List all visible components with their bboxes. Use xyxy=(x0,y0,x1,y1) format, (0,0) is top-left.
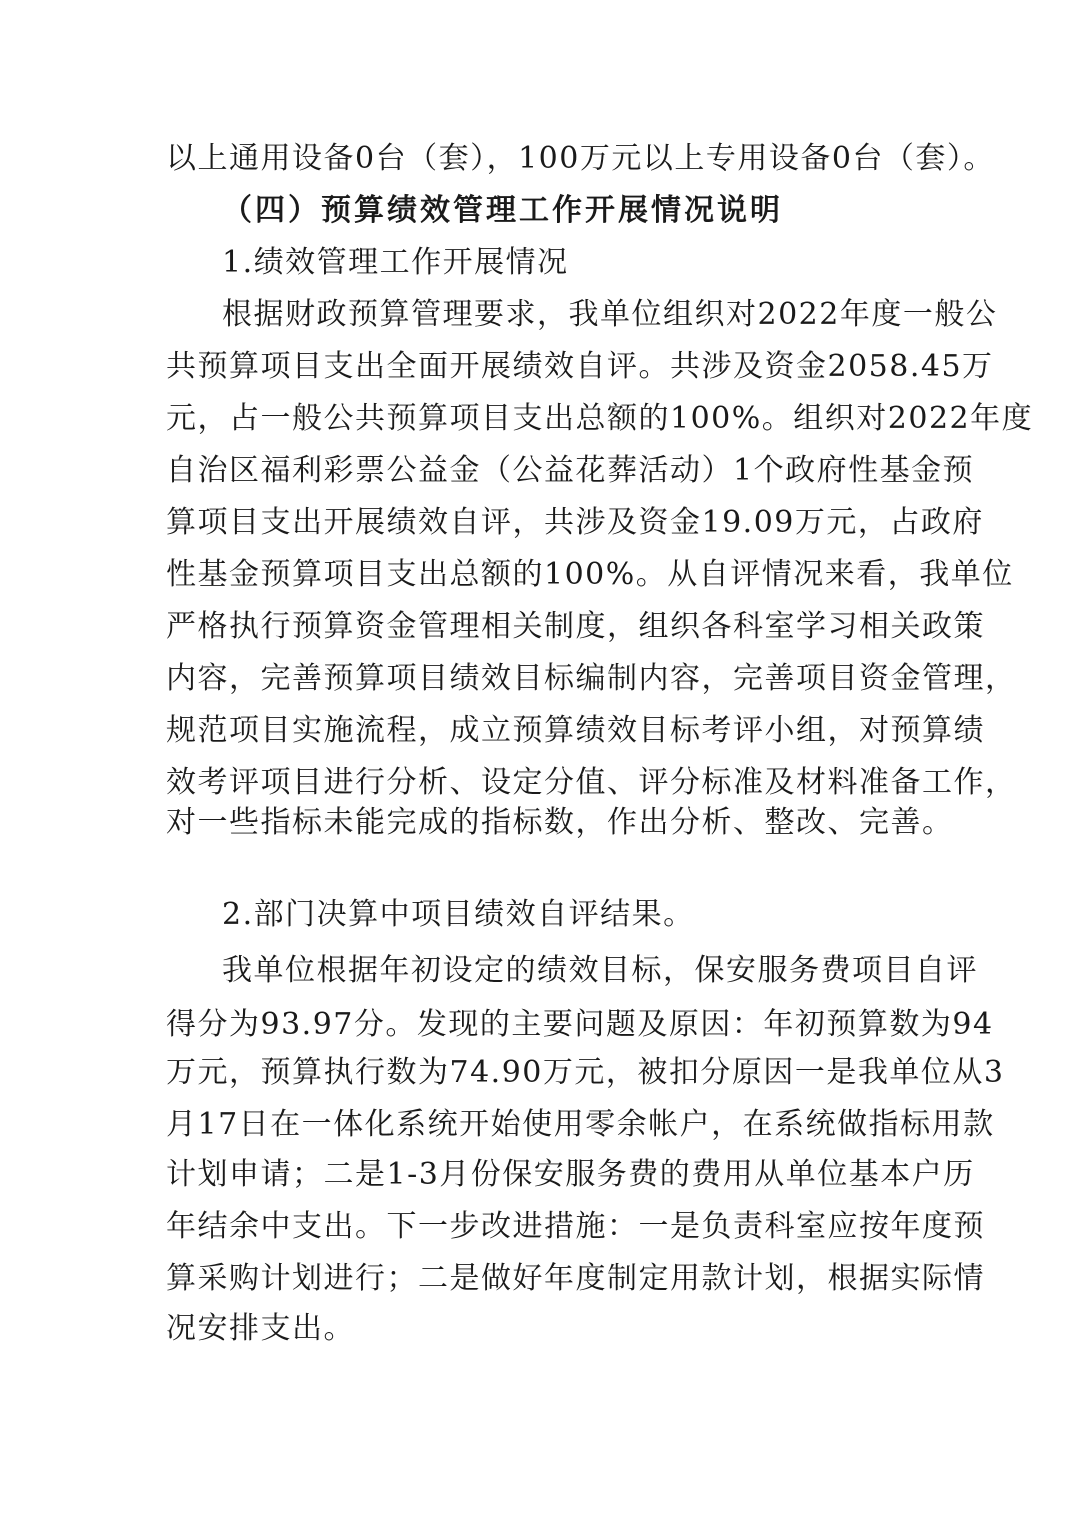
paragraph-line: 规范项目实施流程，成立预算绩效目标考评小组，对预算绩 xyxy=(166,713,985,748)
paragraph-line: 计划申请；二是1-3月份保安服务费的费用从单位基本户历 xyxy=(166,1157,975,1192)
paragraph-line: 月17日在一体化系统开始使用零余帐户，在系统做指标用款 xyxy=(166,1107,995,1142)
paragraph-line: 严格执行预算资金管理相关制度，组织各科室学习相关政策 xyxy=(166,609,985,644)
paragraph-line: 万元，预算执行数为74.90万元，被扣分原因一是我单位从3 xyxy=(166,1055,1005,1090)
paragraph-line: 共预算项目支出全面开展绩效自评。共涉及资金2058.45万 xyxy=(166,349,994,384)
paragraph-line: 年结余中支出。下一步改进措施：一是负责科室应按年度预 xyxy=(166,1209,985,1244)
paragraph-line: 我单位根据年初设定的绩效目标，保安服务费项目自评 xyxy=(222,953,978,988)
paragraph-line: 况安排支出。 xyxy=(166,1311,355,1346)
subsection-title: 2.部门决算中项目绩效自评结果。 xyxy=(222,897,695,932)
paragraph-line: 根据财政预算管理要求，我单位组织对2022年度一般公 xyxy=(222,297,998,332)
paragraph-line: 算项目支出开展绩效自评，共涉及资金19.09万元，占政府 xyxy=(166,505,984,540)
paragraph-line: 元，占一般公共预算项目支出总额的100%。组织对2022年度 xyxy=(166,401,1034,436)
paragraph-line: 自治区福利彩票公益金（公益花葬活动）1个政府性基金预 xyxy=(166,453,975,488)
paragraph-line: 算采购计划进行；二是做好年度制定用款计划，根据实际情 xyxy=(166,1261,985,1296)
subsection-title: 1.绩效管理工作开展情况 xyxy=(222,245,569,280)
paragraph-line: 得分为93.97分。发现的主要问题及原因：年初预算数为94 xyxy=(166,1007,994,1042)
paragraph-line: 性基金预算项目支出总额的100%。从自评情况来看，我单位 xyxy=(166,557,1014,592)
paragraph-line: 效考评项目进行分析、设定分值、评分标准及材料准备工作， xyxy=(166,765,1017,800)
text-line: 以上通用设备0台（套），100万元以上专用设备0台（套）。 xyxy=(166,141,995,176)
paragraph-line: 内容，完善预算项目绩效目标编制内容，完善项目资金管理， xyxy=(166,661,1017,696)
section-heading: （四）预算绩效管理工作开展情况说明 xyxy=(222,193,783,228)
paragraph-line: 对一些指标未能完成的指标数，作出分析、整改、完善。 xyxy=(166,805,954,840)
